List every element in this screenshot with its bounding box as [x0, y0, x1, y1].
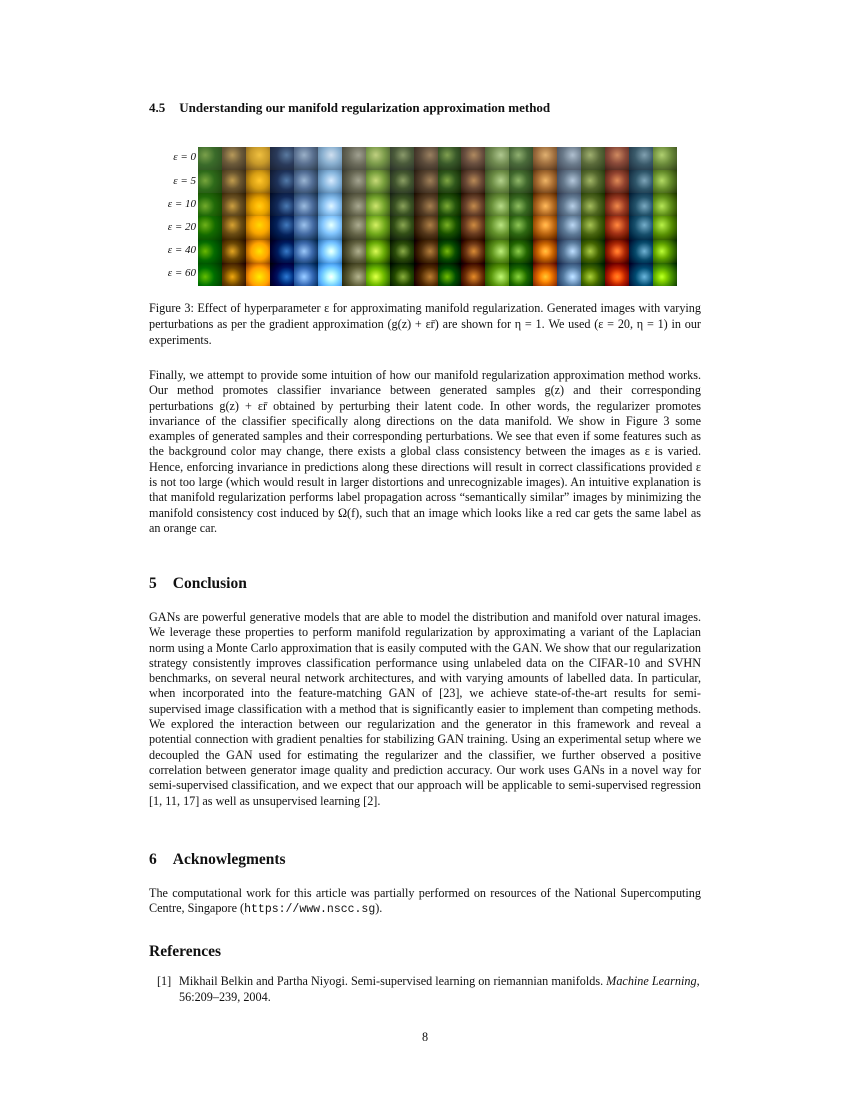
generated-image	[294, 170, 318, 193]
generated-image	[414, 170, 438, 193]
generated-image	[390, 193, 414, 216]
generated-image	[438, 240, 462, 263]
generated-image	[605, 216, 629, 239]
generated-image	[342, 240, 366, 263]
generated-image	[294, 240, 318, 263]
generated-image	[198, 193, 222, 216]
ack-text-end: ).	[375, 901, 383, 916]
generated-image	[222, 263, 246, 286]
generated-image	[390, 240, 414, 263]
generated-image	[366, 170, 390, 193]
generated-image	[438, 216, 462, 239]
generated-image	[485, 170, 509, 193]
generated-image	[581, 263, 605, 286]
generated-image	[509, 216, 533, 239]
reference-text: Mikhail Belkin and Partha Niyogi. Semi-supervised learning on riemannian manifolds.	[179, 974, 607, 988]
generated-image	[581, 170, 605, 193]
generated-image	[342, 193, 366, 216]
generated-image	[318, 263, 342, 286]
generated-image	[557, 193, 581, 216]
generated-image	[461, 216, 485, 239]
generated-image	[390, 147, 414, 170]
references-heading: References	[149, 943, 222, 960]
subsection-title: Understanding our manifold regularization approximation method	[179, 100, 551, 115]
generated-image	[366, 240, 390, 263]
generated-image	[557, 240, 581, 263]
paragraph-acknowledgments	[149, 886, 701, 918]
generated-image	[509, 170, 533, 193]
epsilon-label: ε = 5	[173, 175, 196, 187]
generated-image	[653, 263, 677, 286]
generated-image	[246, 263, 270, 286]
generated-image	[318, 170, 342, 193]
generated-image	[461, 240, 485, 263]
generated-image	[270, 147, 294, 170]
generated-image	[414, 263, 438, 286]
generated-image	[390, 263, 414, 286]
generated-image	[390, 216, 414, 239]
generated-image	[318, 216, 342, 239]
generated-image	[198, 216, 222, 239]
paragraph-conclusion: GANs are powerful generative models that are able to model the distribution and manifold over natural images. We leverage these properties to perform manifold regularization by approximating a variant of the Laplacian norm using a Monte Carlo approximation that is easily computed with the GAN. We show that our regularization strategy consistently improves classification performance using unlabeled data on the CIFAR-10 and SVHN benchmarks, on several neural network architectures, and with varying amounts of labelled data. In particular, when incorporated into the feature-matching GAN of [23], we achieve state-of-the-art results for semi-supervised image classification with a method that is significantly easier to implement than competing methods. We explored the interaction between our regularization and the generator in this framework and reveal a potential connection with gradient penalties for stabilizing GAN training. Using an experimental setup where we decoupled the GAN used for estimating the regularizer and the classifier, we further observed a positive correlation between generator image quality and prediction accuracy. Our work uses GANs in a novel way for semi-supervised classification, and we expect that our approach will be applicable to semi-supervised regression [1, 11, 17] as well as unsupervised learning [2].	[149, 610, 701, 808]
generated-image	[342, 263, 366, 286]
generated-image	[438, 147, 462, 170]
reference-details: , 56:209–239, 2004.	[179, 974, 700, 1004]
section-number: 6	[149, 851, 157, 868]
generated-image	[438, 193, 462, 216]
generated-image	[246, 170, 270, 193]
generated-image	[629, 216, 653, 239]
generated-image	[246, 240, 270, 263]
section-heading-conclusion	[149, 575, 247, 593]
generated-image	[605, 147, 629, 170]
generated-image	[222, 216, 246, 239]
epsilon-label: ε = 40	[167, 244, 196, 256]
generated-image	[509, 240, 533, 263]
epsilon-label: ε = 60	[167, 267, 196, 279]
reference-venue: Machine Learning	[606, 974, 697, 988]
generated-image	[557, 263, 581, 286]
epsilon-label: ε = 20	[167, 221, 196, 233]
generated-image	[653, 170, 677, 193]
generated-image	[629, 170, 653, 193]
generated-image	[270, 263, 294, 286]
generated-image	[533, 216, 557, 239]
generated-image	[294, 263, 318, 286]
generated-image	[533, 240, 557, 263]
generated-image	[533, 263, 557, 286]
generated-image	[222, 193, 246, 216]
generated-image	[414, 193, 438, 216]
generated-image	[461, 193, 485, 216]
reference-body	[179, 973, 701, 1005]
generated-image	[485, 240, 509, 263]
nscc-link[interactable]: https://www.nscc.sg	[244, 903, 376, 917]
section-title: Acknowlegments	[172, 851, 286, 868]
generated-image	[198, 147, 222, 170]
generated-image	[533, 147, 557, 170]
generated-image	[485, 193, 509, 216]
generated-image	[581, 216, 605, 239]
generated-image	[509, 193, 533, 216]
figure-3	[156, 147, 678, 288]
generated-image	[485, 263, 509, 286]
generated-image	[653, 240, 677, 263]
generated-image	[461, 170, 485, 193]
epsilon-labels	[156, 147, 196, 288]
epsilon-label: ε = 0	[173, 151, 196, 163]
generated-image	[629, 263, 653, 286]
generated-image	[557, 170, 581, 193]
generated-image	[270, 216, 294, 239]
generated-image	[605, 193, 629, 216]
generated-image	[629, 193, 653, 216]
generated-image	[581, 240, 605, 263]
generated-image	[629, 147, 653, 170]
generated-image	[366, 147, 390, 170]
generated-image	[629, 240, 653, 263]
generated-image	[605, 170, 629, 193]
reference-index: [1]	[157, 974, 172, 988]
generated-image	[246, 216, 270, 239]
generated-image	[198, 170, 222, 193]
generated-image	[485, 216, 509, 239]
generated-image	[605, 240, 629, 263]
generated-image	[222, 240, 246, 263]
generated-image	[294, 147, 318, 170]
generated-image	[653, 147, 677, 170]
generated-image	[461, 263, 485, 286]
generated-image	[318, 240, 342, 263]
generated-image	[581, 147, 605, 170]
generated-image	[438, 263, 462, 286]
generated-image	[342, 147, 366, 170]
generated-image	[198, 240, 222, 263]
generated-image	[557, 147, 581, 170]
generated-image	[533, 193, 557, 216]
section-number: 5	[149, 575, 157, 592]
generated-image	[342, 216, 366, 239]
generated-image	[509, 263, 533, 286]
generated-image	[461, 147, 485, 170]
generated-image	[222, 147, 246, 170]
generated-image	[294, 216, 318, 239]
section-heading-acknowledgments	[149, 851, 286, 869]
generated-image	[246, 193, 270, 216]
generated-image	[509, 147, 533, 170]
subsection-number: 4.5	[149, 100, 166, 115]
paragraph-intuition: Finally, we attempt to provide some intuition of how our manifold regularization approximation method works. Our method promotes classifier invariance between generated samples g(z) and their corresponding perturbations g(z) + εr̄ obtained by perturbing their latent code. In other words, the regularizer promotes invariance of the classifier specifically along directions on the data manifold. We show in Figure 3 some examples of generated samples and their corresponding perturbations. We see that even if some features such as the background color may change, there exists a global class consistency between the images as ε is varied. Hence, enforcing invariance in predictions along these directions will result in correct classifications provided ε is not too large (which would result in larger distortions and unrecognizable images). An intuitive explanation is that manifold regularization performs label propagation across “semantically similar” images by minimizing the manifold consistency cost induced by Ω(f), such that an image which looks like a red car gets the same label as an orange car.	[149, 368, 701, 535]
page-number: 8	[421, 1030, 429, 1044]
generated-image	[605, 263, 629, 286]
generated-image	[438, 170, 462, 193]
generated-image	[533, 170, 557, 193]
generated-image	[366, 193, 390, 216]
generated-image	[246, 147, 270, 170]
generated-image	[342, 170, 366, 193]
generated-image	[366, 263, 390, 286]
generated-image	[270, 193, 294, 216]
generated-image	[653, 193, 677, 216]
generated-image	[581, 193, 605, 216]
generated-image	[222, 170, 246, 193]
generated-image	[318, 147, 342, 170]
generated-image	[270, 240, 294, 263]
generated-image	[318, 193, 342, 216]
generated-image	[270, 170, 294, 193]
figure-caption: Figure 3: Effect of hyperparameter ε for approximating manifold regularization. Generated images with varying perturbations as per the gradient approximation (g(z) + εr̄) are shown for η = 1. We used (ε = 20, η = 1) in our experiments.	[149, 301, 701, 347]
generated-image	[485, 147, 509, 170]
subsection-heading	[149, 100, 550, 116]
generated-image	[390, 170, 414, 193]
ack-text: The computational work for this article was partially performed on resources of the National Supercomputing Centre, Singapore (	[149, 886, 701, 916]
epsilon-label: ε = 10	[167, 198, 196, 210]
generated-images-grid	[198, 147, 677, 286]
generated-image	[414, 147, 438, 170]
generated-image	[557, 216, 581, 239]
section-title: Conclusion	[172, 575, 247, 592]
generated-image	[414, 216, 438, 239]
generated-image	[366, 216, 390, 239]
generated-image	[414, 240, 438, 263]
generated-image	[294, 193, 318, 216]
generated-image	[198, 263, 222, 286]
generated-image	[653, 216, 677, 239]
